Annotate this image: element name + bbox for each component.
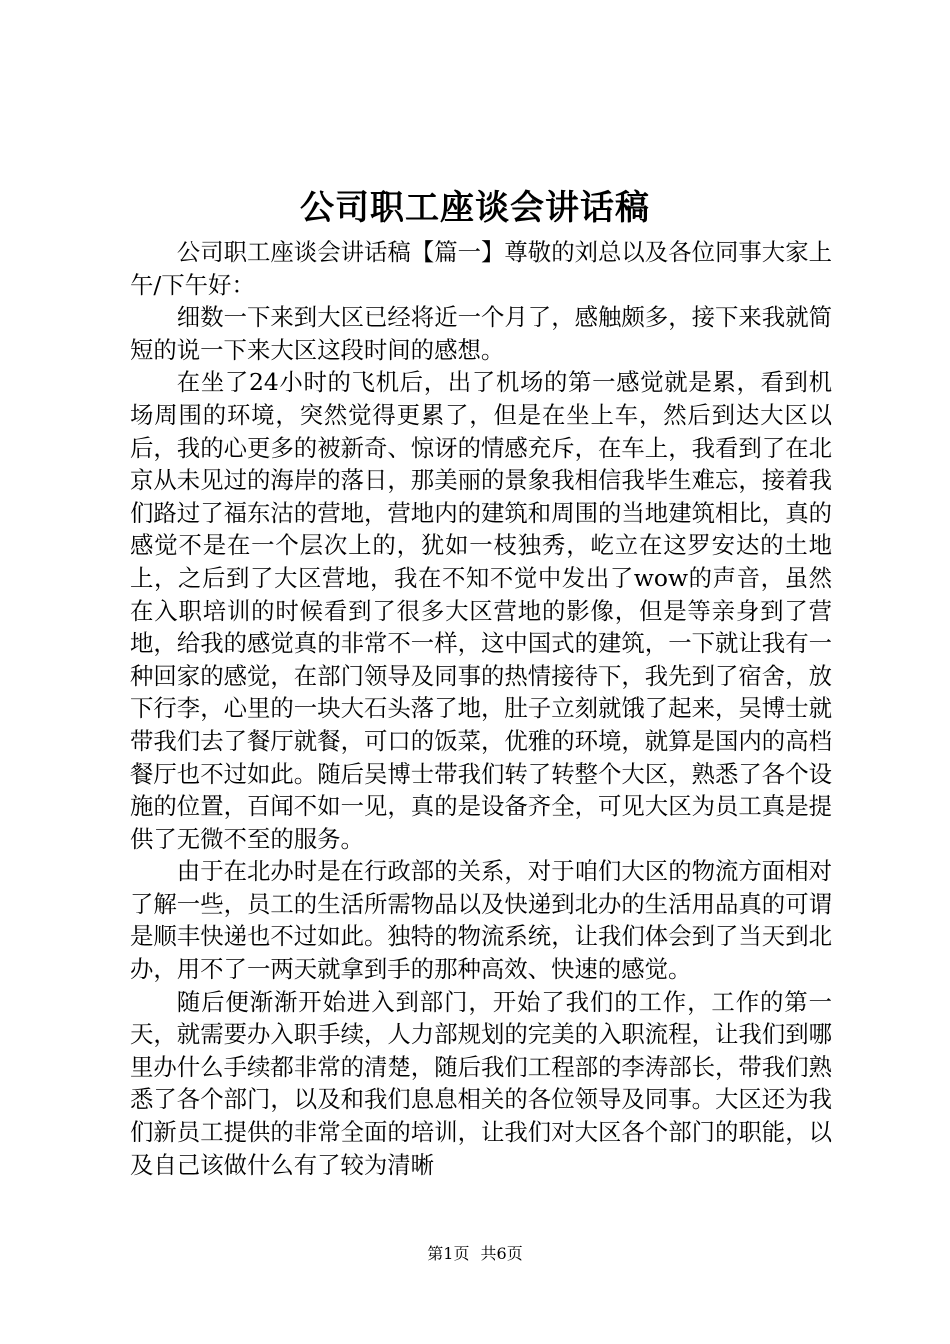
- page-number: 第1页: [427, 1244, 470, 1263]
- paragraph: 在坐了24小时的飞机后，出了机场的第一感觉就是累，看到机场周围的环境，突然觉得更累了，但是在坐上车，然后到达大区以后，我的心更多的被新奇、惊讶的情感充斥，在车上，我看到了在北京从未见过的海岸的落日，那美丽的景象我相信我毕生难忘，接着我们路过了福东沽的营地，营地内的建筑和周围的当地建筑相比，真的感觉不是在一个层次上的，犹如一枝独秀，屹立在这罗安达的土地上，之后到了大区营地，我在不知不觉中发出了wow的声音，虽然在入职培训的时候看到了很多大区营地的影像，但是等亲身到了营地，给我的感觉真的非常不一样，这中国式的建筑，一下就让我有一种回家的感觉，在部门领导及同事的热情接待下，我先到了宿舍，放下行李，心里的一块大石头落了地，肚子立刻就饿了起来，吴博士就带我们去了餐厅就餐，可口的饭菜，优雅的环境，就算是国内的高档餐厅也不过如此。随后吴博士带我们转了转整个大区，熟悉了各个设施的位置，百闻不如一见，真的是设备齐全，可见大区为员工真是提供了无微不至的服务。: [130, 368, 832, 853]
- document-title: 公司职工座谈会讲话稿: [300, 188, 650, 228]
- page-total: 共6页: [480, 1244, 523, 1263]
- paragraph: 公司职工座谈会讲话稿【篇一】尊敬的刘总以及各位同事大家上午/下午好：: [130, 238, 832, 299]
- page-footer: [0, 1244, 950, 1264]
- paragraph: 随后便渐渐开始进入到部门，开始了我们的工作，工作的第一天，就需要办入职手续，人力部规划的完美的入职流程，让我们到哪里办什么手续都非常的清楚，随后我们工程部的李涛部长，带我们熟悉了各个部门，以及和我们息息相关的各位领导及同事。大区还为我们新员工提供的非常全面的培训，让我们对大区各个部门的职能，以及自己该做什么有了较为清晰: [130, 987, 832, 1179]
- document-body: [130, 236, 832, 1181]
- paragraph: 由于在北办时是在行政部的关系，对于咱们大区的物流方面相对了解一些，员工的生活所需物品以及快递到北办的生活用品真的可谓是顺丰快递也不过如此。独特的物流系统，让我们体会到了当天到北办，用不了一两天就拿到手的那种高效、快速的感觉。: [130, 857, 832, 984]
- paragraph: 细数一下来到大区已经将近一个月了，感触颇多，接下来我就简短的说一下来大区这段时间的感想。: [130, 303, 832, 364]
